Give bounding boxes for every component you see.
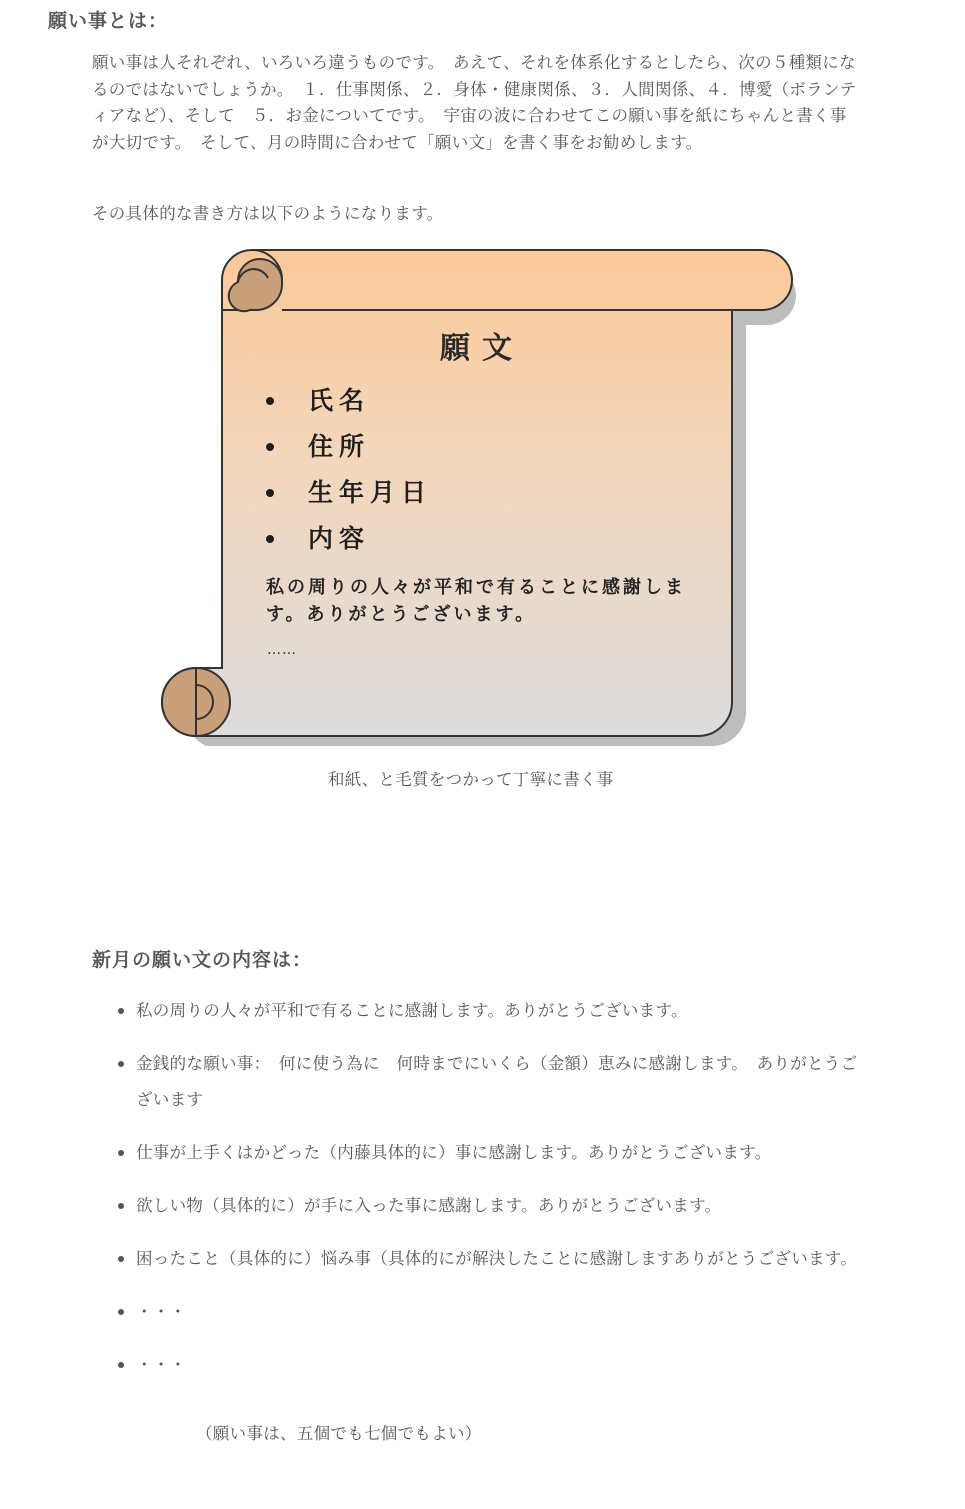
bullet-icon xyxy=(118,1256,124,1262)
scroll-item: 内容 xyxy=(262,516,432,562)
scroll-illustration xyxy=(150,240,810,760)
bullet-icon xyxy=(118,1203,124,1209)
wish-list xyxy=(118,993,863,1400)
section-heading-wishes: 願い事とは： xyxy=(48,10,169,32)
bullet-icon xyxy=(266,397,274,405)
scroll-title: 願文 xyxy=(440,331,524,366)
bullet-icon xyxy=(266,489,274,497)
bullet-icon xyxy=(118,1008,124,1014)
bullet-icon xyxy=(266,443,274,451)
bullet-icon xyxy=(266,535,274,543)
bullet-icon xyxy=(118,1362,124,1368)
wish-count-note: （願い事は、五個でも七個でもよい） xyxy=(196,1424,482,1443)
bullet-icon xyxy=(118,1150,124,1156)
list-item: 欲しい物（具体的に）が手に入った事に感謝します。ありがとうございます。 xyxy=(118,1188,863,1224)
list-item: 金銭的な願い事： 何に使う為に 何時までにいくら（金額）恵みに感謝します。 ありがとうございます xyxy=(118,1046,863,1118)
list-item: 仕事が上手くはかどった（内藤具体的に）事に感謝します。ありがとうございます。 xyxy=(118,1135,863,1171)
scroll-item: 生年月日 xyxy=(262,470,432,516)
intro-paragraph: 願い事は人それぞれ、いろいろ違うものです。 あえて、それを体系化するとしたら、次の５種類になるのではないでしょうか。 １．仕事関係、２．身体・健康関係、３．人間関係、４．博愛（ボランティアなど）、そして ５．お金についてです。 宇宙の波に合わせてこの願い事を紙にちゃんと書く事が大切です。 そして、月の時間に合わせて「願い文」を書く事をお勧めします。 xyxy=(92,53,857,152)
image-caption: 和紙、と毛質をつかって丁寧に書く事 xyxy=(328,770,614,789)
list-item: ・・・ xyxy=(118,1294,863,1330)
scroll-item-list xyxy=(262,378,432,562)
scroll-item: 住所 xyxy=(262,424,432,470)
bullet-icon xyxy=(118,1309,124,1315)
section-heading-new-moon: 新月の願い文の内容は： xyxy=(92,949,313,971)
scroll-ellipsis: …… xyxy=(267,642,297,658)
intro-paragraph-2: その具体的な書き方は以下のようになります。 xyxy=(92,204,444,223)
scroll-body-text: 私の周りの人々が平和で有ることに感謝します。ありがとうございます。 xyxy=(266,577,686,625)
list-item: ・・・ xyxy=(118,1347,863,1383)
scroll-graphic xyxy=(150,240,810,760)
list-item: 困ったこと（具体的に）悩み事（具体的にが解決したことに感謝しますありがとうございます。 xyxy=(118,1241,863,1277)
bullet-icon xyxy=(118,1061,124,1067)
scroll-item: 氏名 xyxy=(262,378,432,424)
list-item: 私の周りの人々が平和で有ることに感謝します。ありがとうございます。 xyxy=(118,993,863,1029)
